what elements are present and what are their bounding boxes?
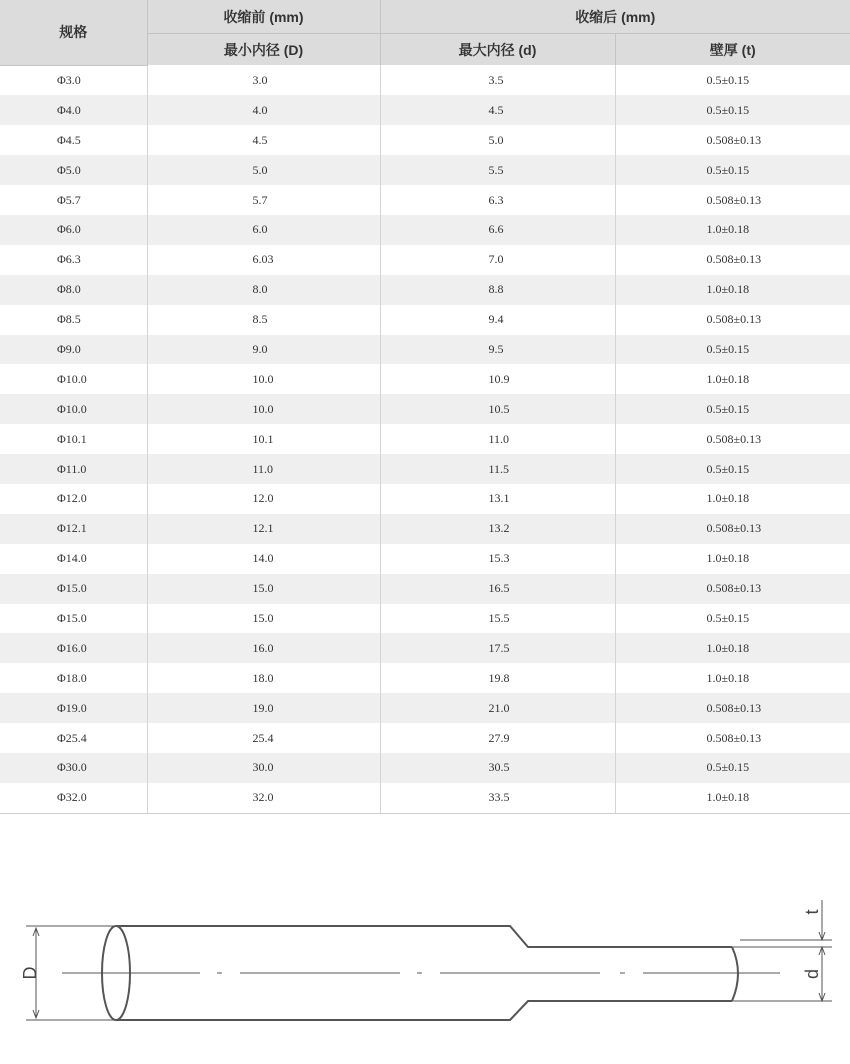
cell-wall-thickness: 0.508±0.13 — [615, 305, 850, 335]
cell-min-inner: 18.0 — [147, 663, 380, 693]
cell-max-inner: 5.0 — [380, 125, 615, 155]
cell-wall-thickness: 1.0±0.18 — [615, 484, 850, 514]
header-min-inner: 最小内径 (D) — [147, 34, 380, 66]
cell-wall-thickness: 0.508±0.13 — [615, 514, 850, 544]
cell-wall-thickness: 0.5±0.15 — [615, 335, 850, 365]
table-row — [0, 185, 850, 215]
cell-spec: Φ6.3 — [0, 245, 147, 275]
cell-max-inner: 15.3 — [380, 544, 615, 574]
cell-min-inner: 12.0 — [147, 484, 380, 514]
table-row — [0, 693, 850, 723]
cell-wall-thickness: 0.5±0.15 — [615, 753, 850, 783]
cell-wall-thickness: 0.5±0.15 — [615, 454, 850, 484]
cell-spec: Φ25.4 — [0, 723, 147, 753]
cell-spec: Φ15.0 — [0, 574, 147, 604]
table-row — [0, 484, 850, 514]
cell-max-inner: 10.9 — [380, 364, 615, 394]
cell-wall-thickness: 1.0±0.18 — [615, 783, 850, 813]
cell-wall-thickness: 1.0±0.18 — [615, 215, 850, 245]
cell-wall-thickness: 0.508±0.13 — [615, 693, 850, 723]
dimension-t-label: t — [802, 909, 822, 915]
table-row — [0, 424, 850, 454]
cell-spec: Φ6.0 — [0, 215, 147, 245]
cell-wall-thickness: 0.5±0.15 — [615, 604, 850, 634]
table-row — [0, 364, 850, 394]
cell-max-inner: 6.6 — [380, 215, 615, 245]
cell-max-inner: 13.1 — [380, 484, 615, 514]
cell-max-inner: 7.0 — [380, 245, 615, 275]
cell-spec: Φ16.0 — [0, 633, 147, 663]
cell-max-inner: 10.5 — [380, 394, 615, 424]
table-row — [0, 723, 850, 753]
cell-min-inner: 8.5 — [147, 305, 380, 335]
cell-spec: Φ11.0 — [0, 454, 147, 484]
table-row — [0, 394, 850, 424]
table-row — [0, 155, 850, 185]
cell-max-inner: 9.4 — [380, 305, 615, 335]
cell-min-inner: 3.0 — [147, 65, 380, 95]
cell-spec: Φ30.0 — [0, 753, 147, 783]
cell-wall-thickness: 0.508±0.13 — [615, 185, 850, 215]
cell-max-inner: 16.5 — [380, 574, 615, 604]
cell-min-inner: 10.0 — [147, 364, 380, 394]
cell-spec: Φ10.0 — [0, 364, 147, 394]
cell-min-inner: 32.0 — [147, 783, 380, 813]
table-row — [0, 574, 850, 604]
cell-max-inner: 5.5 — [380, 155, 615, 185]
cell-wall-thickness: 0.5±0.15 — [615, 155, 850, 185]
cell-max-inner: 11.5 — [380, 454, 615, 484]
cell-max-inner: 21.0 — [380, 693, 615, 723]
cell-min-inner: 5.7 — [147, 185, 380, 215]
header-before: 收缩前 (mm) — [147, 0, 380, 34]
table-row — [0, 663, 850, 693]
cell-spec: Φ12.1 — [0, 514, 147, 544]
cell-max-inner: 17.5 — [380, 633, 615, 663]
cell-max-inner: 6.3 — [380, 185, 615, 215]
table-row — [0, 215, 850, 245]
cell-spec: Φ12.0 — [0, 484, 147, 514]
cell-wall-thickness: 0.508±0.13 — [615, 245, 850, 275]
table-row — [0, 65, 850, 95]
cell-max-inner: 13.2 — [380, 514, 615, 544]
table-row — [0, 633, 850, 663]
cell-spec: Φ14.0 — [0, 544, 147, 574]
table-row — [0, 514, 850, 544]
cell-min-inner: 8.0 — [147, 275, 380, 305]
tube-outline — [116, 926, 732, 1020]
cell-wall-thickness: 0.508±0.13 — [615, 125, 850, 155]
cell-spec: Φ8.5 — [0, 305, 147, 335]
cell-max-inner: 4.5 — [380, 95, 615, 125]
table-row — [0, 454, 850, 484]
cell-min-inner: 10.0 — [147, 394, 380, 424]
table-row — [0, 604, 850, 634]
cell-spec: Φ4.0 — [0, 95, 147, 125]
cell-spec: Φ9.0 — [0, 335, 147, 365]
cell-min-inner: 30.0 — [147, 753, 380, 783]
cell-wall-thickness: 0.5±0.15 — [615, 394, 850, 424]
cell-wall-thickness: 0.508±0.13 — [615, 424, 850, 454]
cell-min-inner: 15.0 — [147, 604, 380, 634]
cell-min-inner: 14.0 — [147, 544, 380, 574]
cell-spec: Φ19.0 — [0, 693, 147, 723]
table-row — [0, 544, 850, 574]
cell-max-inner: 9.5 — [380, 335, 615, 365]
cell-min-inner: 12.1 — [147, 514, 380, 544]
cell-min-inner: 16.0 — [147, 633, 380, 663]
table-row — [0, 305, 850, 335]
cell-max-inner: 8.8 — [380, 275, 615, 305]
cell-spec: Φ5.0 — [0, 155, 147, 185]
cell-spec: Φ10.1 — [0, 424, 147, 454]
table-row — [0, 95, 850, 125]
header-spec: 规格 — [0, 0, 147, 65]
cell-spec: Φ8.0 — [0, 275, 147, 305]
cell-wall-thickness: 1.0±0.18 — [615, 544, 850, 574]
cell-min-inner: 4.5 — [147, 125, 380, 155]
cell-spec: Φ32.0 — [0, 783, 147, 813]
cell-max-inner: 33.5 — [380, 783, 615, 813]
cell-wall-thickness: 1.0±0.18 — [615, 275, 850, 305]
dimension-D-label: D — [20, 966, 40, 980]
cell-min-inner: 6.03 — [147, 245, 380, 275]
cell-spec: Φ3.0 — [0, 65, 147, 95]
cell-spec: Φ4.5 — [0, 125, 147, 155]
cell-wall-thickness: 0.508±0.13 — [615, 723, 850, 753]
cell-max-inner: 19.8 — [380, 663, 615, 693]
table-row — [0, 245, 850, 275]
header-after: 收缩后 (mm) — [380, 0, 850, 34]
cell-min-inner: 10.1 — [147, 424, 380, 454]
cell-spec: Φ15.0 — [0, 604, 147, 634]
cell-max-inner: 30.5 — [380, 753, 615, 783]
header-wall: 壁厚 (t) — [615, 34, 850, 66]
cell-min-inner: 19.0 — [147, 693, 380, 723]
cell-min-inner: 15.0 — [147, 574, 380, 604]
cell-min-inner: 4.0 — [147, 95, 380, 125]
cell-min-inner: 6.0 — [147, 215, 380, 245]
tube-shrunk-end — [732, 947, 738, 1001]
dimension-d-label: d — [802, 968, 822, 980]
cell-spec: Φ5.7 — [0, 185, 147, 215]
cell-min-inner: 11.0 — [147, 454, 380, 484]
cell-wall-thickness: 0.508±0.13 — [615, 574, 850, 604]
table-row — [0, 335, 850, 365]
cell-wall-thickness: 1.0±0.18 — [615, 663, 850, 693]
table-row — [0, 783, 850, 813]
shrink-tube-diagram — [0, 880, 850, 1064]
table-row — [0, 125, 850, 155]
cell-min-inner: 25.4 — [147, 723, 380, 753]
cell-min-inner: 9.0 — [147, 335, 380, 365]
cell-min-inner: 5.0 — [147, 155, 380, 185]
header-max-inner: 最大内径 (d) — [380, 34, 615, 66]
cell-wall-thickness: 1.0±0.18 — [615, 633, 850, 663]
cell-max-inner: 11.0 — [380, 424, 615, 454]
table-row — [0, 275, 850, 305]
cell-max-inner: 27.9 — [380, 723, 615, 753]
cell-spec: Φ10.0 — [0, 394, 147, 424]
cell-wall-thickness: 1.0±0.18 — [615, 364, 850, 394]
cell-spec: Φ18.0 — [0, 663, 147, 693]
cell-max-inner: 3.5 — [380, 65, 615, 95]
cell-max-inner: 15.5 — [380, 604, 615, 634]
table-row — [0, 753, 850, 783]
cell-wall-thickness: 0.5±0.15 — [615, 65, 850, 95]
cell-wall-thickness: 0.5±0.15 — [615, 95, 850, 125]
